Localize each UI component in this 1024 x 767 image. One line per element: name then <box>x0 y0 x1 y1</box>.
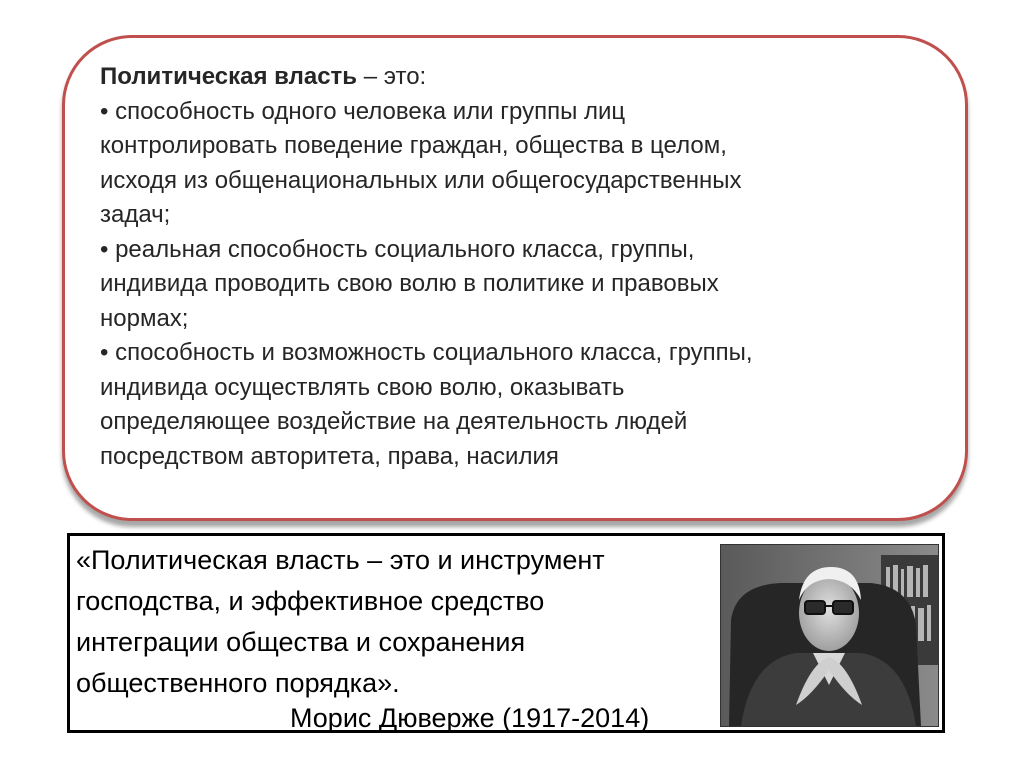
quote-line: господства, и эффективное средство <box>76 586 545 616</box>
definition-term: Политическая власть <box>100 63 358 90</box>
author-portrait <box>720 544 939 727</box>
quote-line: интеграции общества и сохранения <box>76 627 526 657</box>
definition-heading <box>100 60 930 95</box>
definition-line: • способность и возможность социального класса, группы, <box>100 339 753 366</box>
definition-line: нормах; <box>100 304 189 332</box>
definition-line: исходя из общенациональных или общегосударственных <box>100 166 742 194</box>
quote-line: общественного порядка». <box>76 668 400 698</box>
definition-line: • способность одного человека или группы лиц <box>100 97 626 125</box>
definition-line: индивида осуществлять свою волю, оказывать <box>100 373 625 401</box>
definition-line: посредством авторитета, права, насилия <box>100 442 559 470</box>
quote-text <box>76 540 716 704</box>
definition-line: контролировать поведение граждан, общества в целом, <box>100 132 727 159</box>
portrait-photo-icon <box>721 545 938 726</box>
definition-line: задач; <box>100 201 171 228</box>
definition-term-suffix: – это: <box>357 63 427 90</box>
definition-line: индивида проводить свою волю в политике и правовых <box>100 270 719 297</box>
definition-line: • реальная способность социального класса, группы, <box>100 235 695 263</box>
quote-line: «Политическая власть – это и инструмент <box>76 545 605 575</box>
definition-line: определяющее воздействие на деятельность людей <box>100 408 688 435</box>
definition-text <box>100 60 930 474</box>
quote-author: Морис Дюверже (1917-2014) <box>290 703 650 733</box>
